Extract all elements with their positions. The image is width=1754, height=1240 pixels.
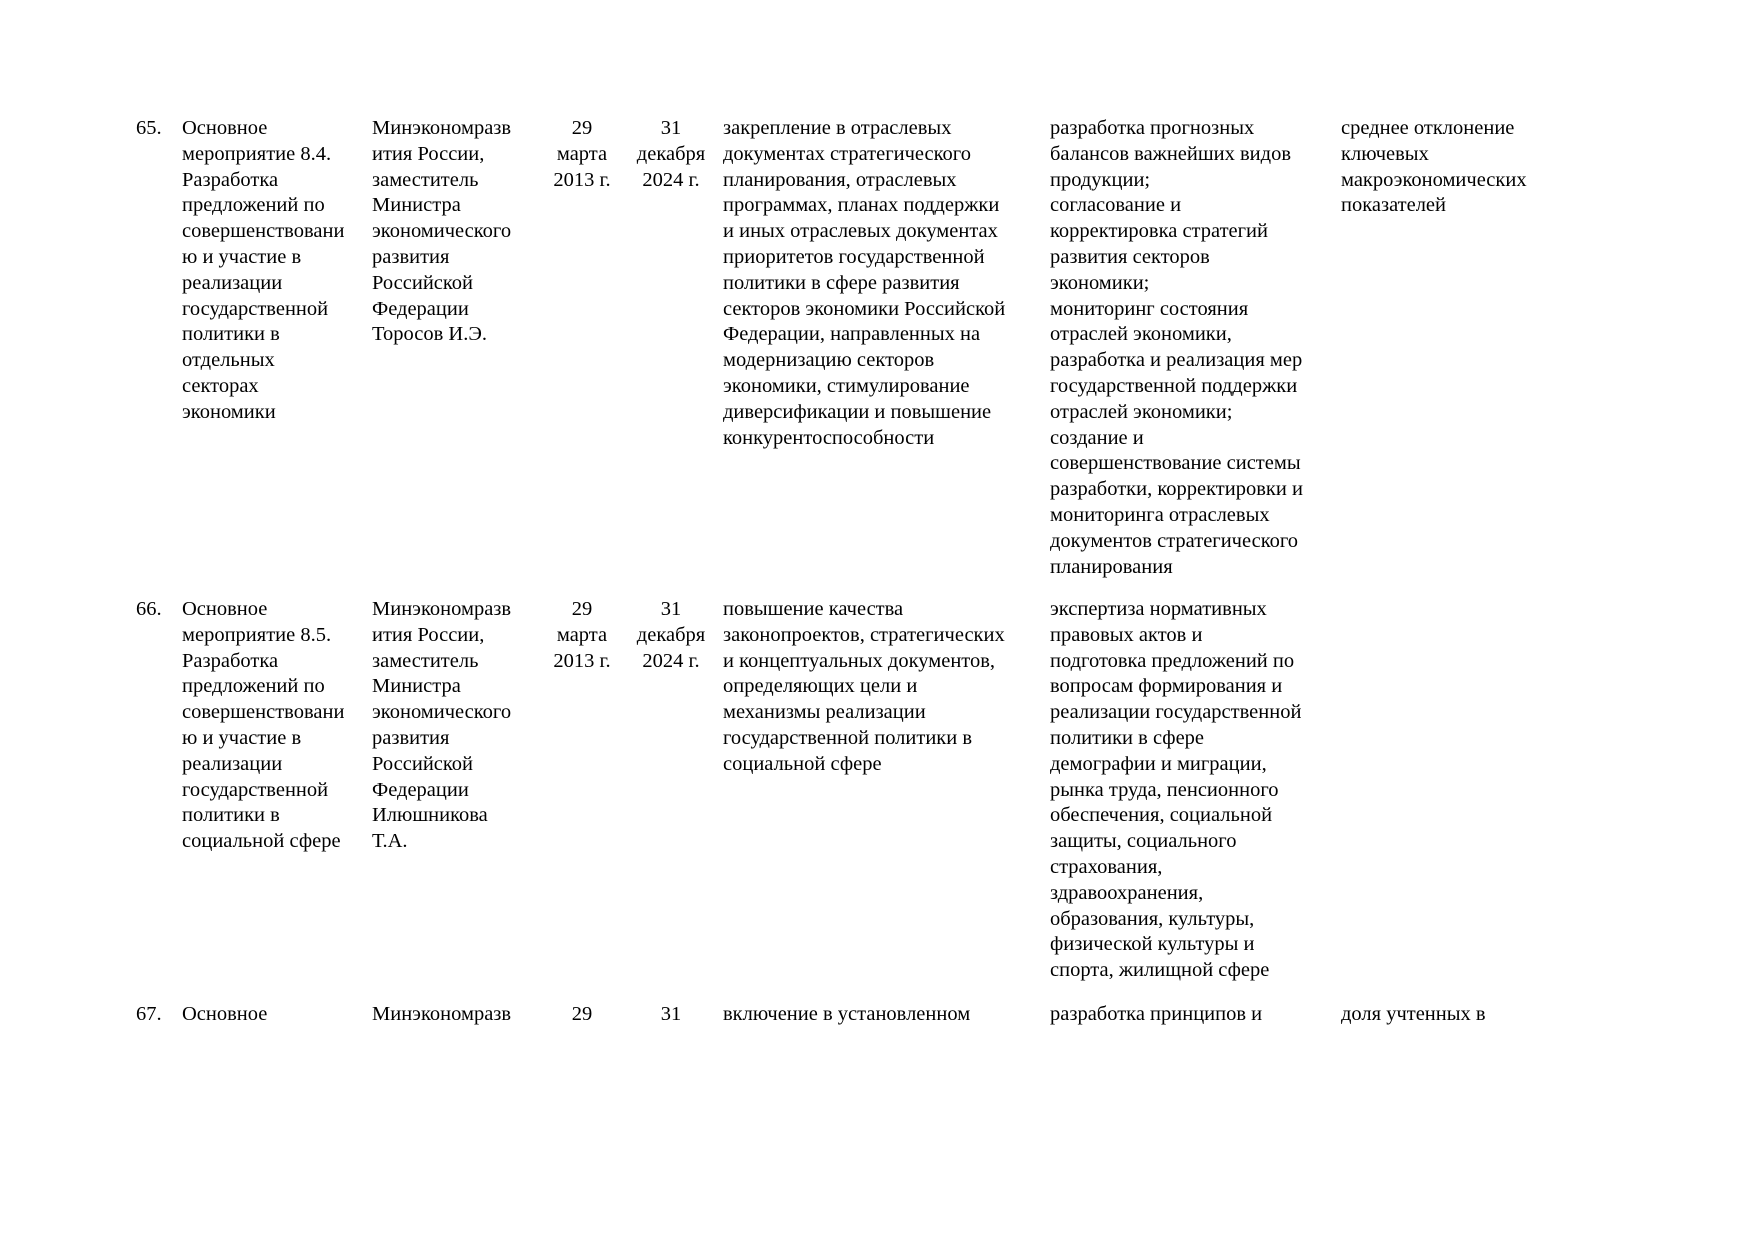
row-number: 66. — [136, 598, 162, 620]
responsible-executor: Минэкономразв ития России, заместитель Министра экономического развития Российской Федерации Илюшникова Т.А. — [372, 598, 512, 853]
related-indicator: среднее отклонение ключевых макроэкономических показателей — [1341, 117, 1527, 217]
start-date: 29 марта 2013 г. — [553, 598, 611, 672]
related-indicator: доля учтенных в — [1341, 1003, 1486, 1025]
main-implementation-areas: экспертиза нормативных правовых актов и подготовка предложений по вопросам формирования и реализации государственной политики в сфере демографии и миграции, рынка труда, пенсионного обеспечения, социальной защиты, социального страхования, здравоохранения, образования, культуры, физической культуры и спорта, жилищной сфере — [1050, 598, 1302, 982]
table-row — [0, 1002, 1568, 1032]
end-date: 31 декабря 2024 г. — [636, 117, 706, 191]
row-number: 65. — [136, 117, 162, 139]
responsible-executor: Минэкономразв ития России, заместитель Министра экономического развития Российской Федерации Торосов И.Э. — [372, 117, 512, 346]
row-number: 67. — [136, 1003, 162, 1025]
activity-name: Основное мероприятие 8.5. Разработка предложений по совершенствовани ю и участие в реализации государственной политики в социальной сфере — [182, 598, 345, 853]
expected-result: включение в установленном — [723, 1003, 971, 1025]
end-date: 31 — [660, 1003, 682, 1025]
end-date: 31 декабря 2024 г. — [636, 598, 706, 672]
expected-result: повышение качества законопроектов, стратегических и концептуальных документов, определяющих цели и механизмы реализации государственной политики в социальной сфере — [723, 598, 1005, 775]
activity-name: Основное мероприятие 8.4. Разработка предложений по совершенствовани ю и участие в реализации государственной политики в отдельных секторах экономики — [182, 117, 345, 423]
activity-name: Основное — [182, 1003, 268, 1025]
main-implementation-areas: разработка принципов и — [1050, 1003, 1263, 1025]
table-row — [0, 597, 1568, 987]
table-row — [0, 116, 1568, 582]
expected-result: закрепление в отраслевых документах стратегического планирования, отраслевых программах, планах поддержки и иных отраслевых документах приоритетов государственной политики в сфере развития секторов экономики Российской Федерации, направленных на модернизацию секторов экономики, стимулирование диверсификации и повышение конкурентоспособности — [723, 117, 1006, 449]
start-date: 29 марта 2013 г. — [553, 117, 611, 191]
main-implementation-areas: разработка прогнозных балансов важнейших видов продукции; согласование и корректировка стратегий развития секторов экономики; мониторинг состояния отраслей экономики, разработка и реализация мер государственной поддержки отраслей экономики; создание и совершенствование системы разработки, корректировки и мониторинга отраслевых документов стратегического планирования — [1050, 117, 1303, 578]
responsible-executor: Минэкономразв — [372, 1003, 512, 1025]
start-date: 29 — [571, 1003, 593, 1025]
